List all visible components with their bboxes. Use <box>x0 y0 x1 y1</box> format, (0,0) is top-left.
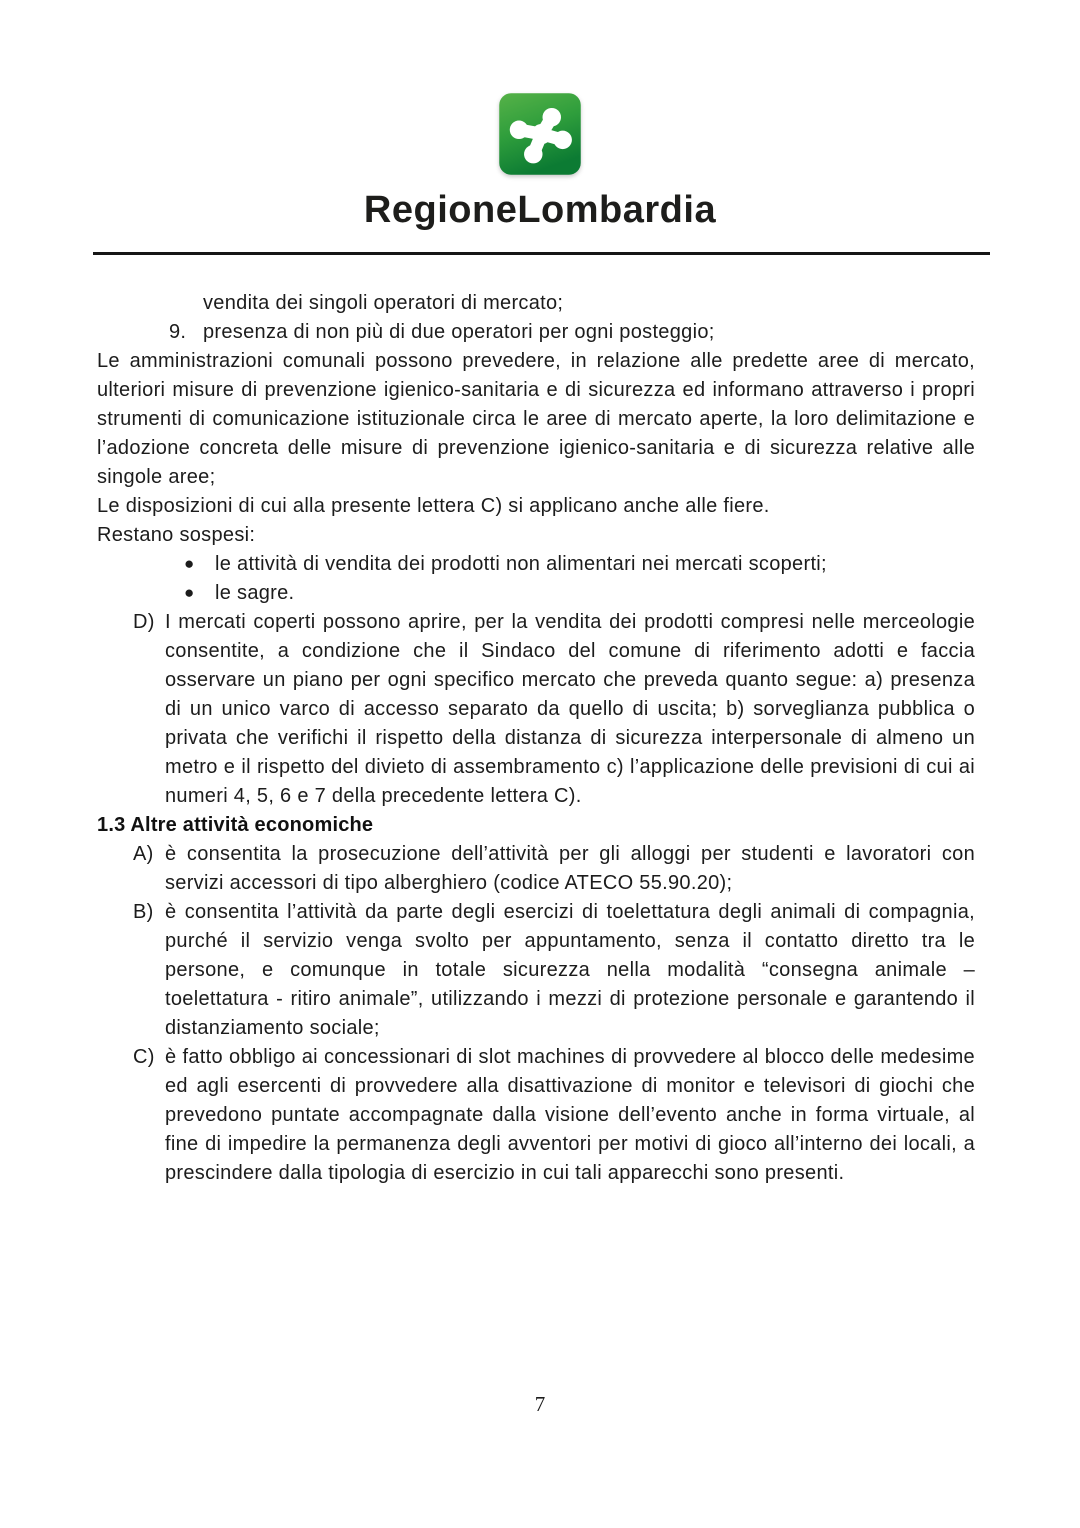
bullet-text: le attività di vendita dei prodotti non alimentari nei mercati scoperti; <box>215 553 827 575</box>
header-divider <box>93 252 990 255</box>
paragraph-suspended-intro: Restano sospesi: <box>97 524 256 546</box>
bullet-icon: ● <box>184 554 195 573</box>
section-heading: 1.3 Altre attività economiche <box>97 814 374 836</box>
list-item-8-continuation <box>97 289 975 318</box>
bullet-icon: ● <box>184 583 195 602</box>
item-a-student-lodgings <box>97 840 975 898</box>
rosa-camuna-icon <box>498 92 582 176</box>
paragraph-market-measures: Le amministrazioni comunali possono prevedere, in relazione alle predette aree di mercato, ulteriori misure di prevenzione igienico-sanitaria e di sicurezza ed informano attraverso i propri strumenti di comunicazione istituzionale circa le aree di mercato aperte, la loro delimitazione e l’adozione concreta delle misure di prevenzione igienico-sanitaria e di sicurezza relative alle singole aree; <box>97 350 975 488</box>
list-item-number: 9. <box>169 321 187 343</box>
bullet-item-sagre <box>97 579 975 608</box>
item-marker: B) <box>133 901 154 923</box>
list-item-text: presenza di non più di due operatori per ogni posteggio; <box>203 321 715 343</box>
regione-lombardia-logo <box>498 92 582 176</box>
item-text: è fatto obbligo ai concessionari di slot machines di provvedere al blocco delle medesime ed agli esercenti di provvedere alla disattivazione di monitor e televisori di giochi che prevedono puntate accompagnate dalla visione dell’evento anche in forma virtuale, al fine di impedire la permanenza degli avventori per motivi di gioco all’interno dei locali, a prescindere dalla tipologia di esercizio in cui tali apparecchi sono presenti. <box>165 1046 975 1184</box>
bullet-item-non-food-markets <box>97 550 975 579</box>
list-item-text: vendita dei singoli operatori di mercato; <box>203 292 564 314</box>
page-number: 7 <box>534 1392 546 1416</box>
item-marker: C) <box>133 1046 155 1068</box>
list-item-9 <box>97 318 975 347</box>
item-d-covered-markets <box>97 608 975 811</box>
item-c-slot-machines <box>97 1043 975 1188</box>
page-header <box>0 0 1080 229</box>
item-text: è consentita la prosecuzione dell’attività per gli alloggi per studenti e lavoratori con servizi accessori di tipo alberghiero (codice ATECO 55.90.20); <box>165 843 975 894</box>
bullet-text: le sagre. <box>215 582 295 604</box>
item-text: I mercati coperti possono aprire, per la vendita dei prodotti compresi nelle merceologie consentite, a condizione che il Sindaco del comune di riferimento adotti e faccia osservare un piano per ogni specifico mercato che preveda quanto segue: a) presenza di un unico varco di accesso separato da quello di uscita; b) sorveglianza pubblica o privata che verifichi il rispetto della distanza di sicurezza interpersonale di almeno un metro e il rispetto del divieto di assembramento c) l’applicazione delle previsioni di cui ai numeri 4, 5, 6 e 7 della precedente lettera C). <box>165 611 975 807</box>
paragraph-fiere: Le disposizioni di cui alla presente lettera C) si applicano anche alle fiere. <box>97 495 770 517</box>
item-marker: A) <box>133 843 154 865</box>
item-b-pet-grooming <box>97 898 975 1043</box>
page-content <box>97 289 975 1188</box>
item-text: è consentita l’attività da parte degli esercizi di toelettatura degli animali di compagnia, purché il servizio venga svolto per appuntamento, senza il contatto diretto tra le persone, e comunque in totale sicurezza nella modalità “consegna animale – toelettatura - ritiro animale”, utilizzando i mezzi di protezione personale e garantendo il distanziamento sociale; <box>165 901 975 1039</box>
brand-wordmark: RegioneLombardia <box>363 189 717 231</box>
page-footer <box>0 1392 1080 1417</box>
item-marker: D) <box>133 611 155 633</box>
